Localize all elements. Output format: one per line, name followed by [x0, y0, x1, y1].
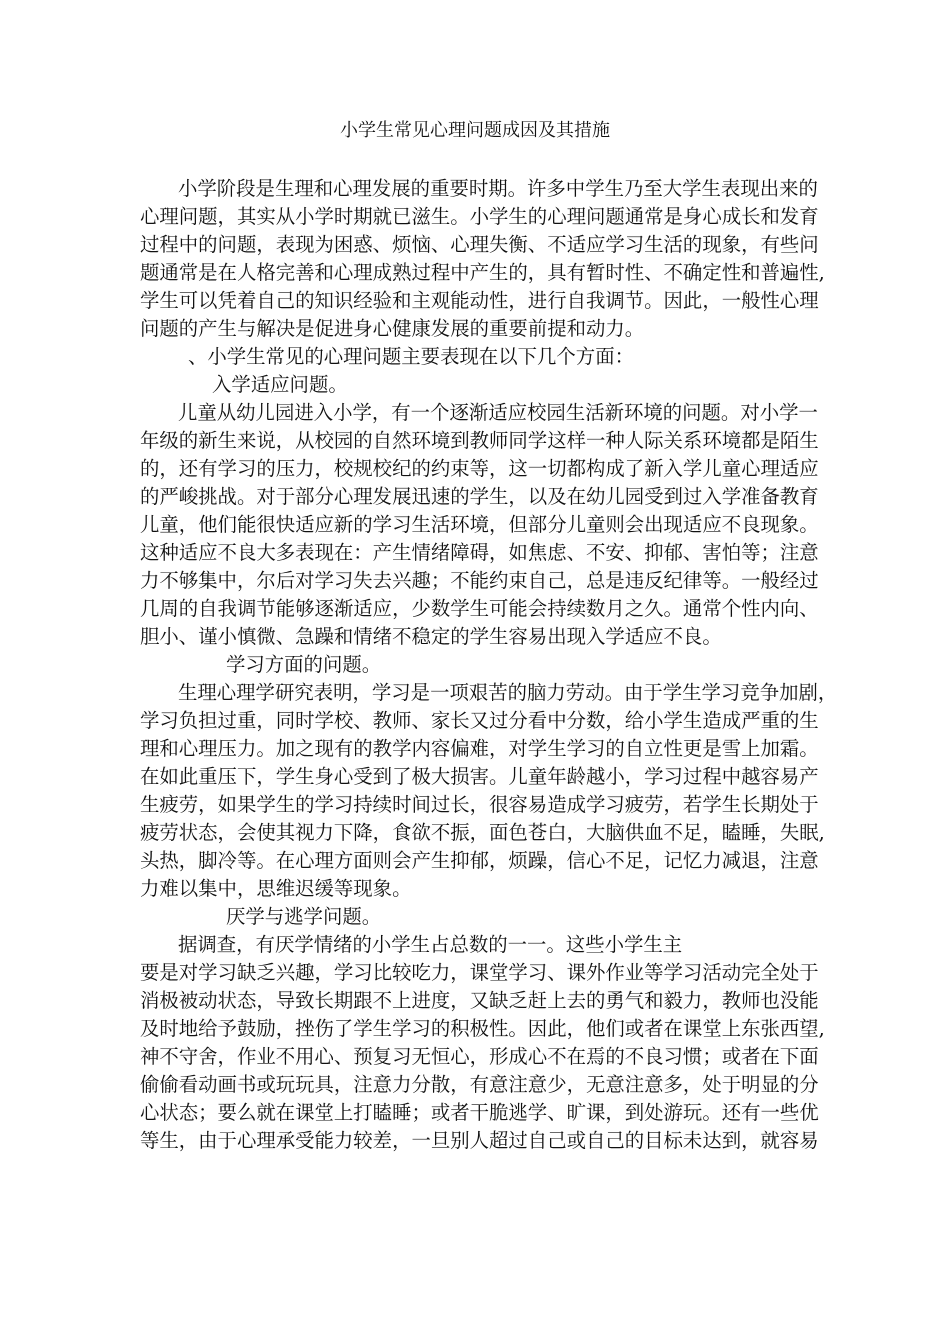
text-line: 学生可以凭着自己的知识经验和主观能动性，进行自我调节。因此，一般性心理 [140, 289, 819, 312]
text-line: 理和心理压力。加之现有的教学内容偏难，对学生学习的自立性更是雪上加霜。 [140, 737, 819, 760]
text-line: 心理问题，其实从小学时期就已滋生。小学生的心理问题通常是身心成长和发育 [140, 205, 819, 228]
text-line: 心状态；要么就在课堂上打瞌睡；或者干脆逃学、旷课，到处游玩。还有一些优 [140, 1101, 819, 1124]
text-line: 在如此重压下，学生身心受到了极大损害。儿童年龄越小，学习过程中越容易产 [140, 765, 819, 788]
text-line: 胆小、谨小慎微、急躁和情绪不稳定的学生容易出现入学适应不良。 [140, 625, 722, 648]
text-line: 要是对学习缺乏兴趣，学习比较吃力，课堂学习、课外作业等学习活动完全处于 [140, 961, 819, 984]
subsection-heading: 入学适应问题。 [212, 373, 348, 396]
text-line: 生疲劳，如果学生的学习持续时间过长，很容易造成学习疲劳，若学生长期处于 [140, 793, 819, 816]
text-line: 这种适应不良大多表现在：产生情绪障碍，如焦虑、不安、抑郁、害怕等；注意 [140, 541, 819, 564]
document-title: 小学生常见心理问题成因及其措施 [340, 120, 610, 141]
section-heading: 、小学生常见的心理问题主要表现在以下几个方面： [188, 345, 634, 368]
text-line: 等生，由于心理承受能力较差，一旦别人超过自己或自己的目标未达到，就容易 [140, 1129, 819, 1152]
text-line: 偷偷看动画书或玩玩具，注意力分散，有意注意少，无意注意多，处于明显的分 [140, 1073, 819, 1096]
text-line: 儿童从幼儿园进入小学，有一个逐渐适应校园生活新环境的问题。对小学一 [178, 401, 818, 424]
text-line: 据调查，有厌学情绪的小学生占总数的一一。这些小学生主 [178, 933, 683, 956]
text-line: 的严峻挑战。对于部分心理发展迅速的学生，以及在幼儿园受到过入学准备教育 [140, 485, 819, 508]
text-line: 及时地给予鼓励，挫伤了学生学习的积极性。因此，他们或者在课堂上东张西望, [140, 1017, 825, 1040]
text-line: 力难以集中，思维迟缓等现象。 [140, 877, 412, 900]
text-line: 力不够集中，尔后对学习失去兴趣；不能约束自己，总是违反纪律等。一般经过 [140, 569, 819, 592]
text-line: 头热，脚冷等。在心理方面则会产生抑郁，烦躁，信心不足，记忆力减退，注意 [140, 849, 819, 872]
text-line: 消极被动状态，导致长期跟不上进度，又缺乏赶上去的勇气和毅力，教师也没能 [140, 989, 819, 1012]
text-line: 的，还有学习的压力，校规校纪的约束等，这一切都构成了新入学儿童心理适应 [140, 457, 819, 480]
text-line: 小学阶段是生理和心理发展的重要时期。许多中学生乃至大学生表现出来的 [178, 177, 818, 200]
text-line: 过程中的问题，表现为困惑、烦恼、心理失衡、不适应学习生活的现象，有些问 [140, 233, 819, 256]
text-line: 神不守舍，作业不用心、预复习无恒心，形成心不在焉的不良习惯；或者在下面 [140, 1045, 819, 1068]
text-line: 生理心理学研究表明，学习是一项艰苦的脑力劳动。由于学生学习竞争加剧， [178, 681, 838, 704]
subsection-heading: 厌学与逃学问题。 [226, 905, 382, 928]
text-line: 儿童，他们能很快适应新的学习生活环境，但部分儿童则会出现适应不良现象。 [140, 513, 819, 536]
text-line: 几周的自我调节能够逐渐适应，少数学生可能会持续数月之久。通常个性内向、 [140, 597, 819, 620]
text-line: 疲劳状态，会使其视力下降，食欲不振，面色苍白，大脑供血不足，瞌睡，失眠, [140, 821, 825, 844]
text-line: 问题的产生与解决是促进身心健康发展的重要前提和动力。 [140, 317, 645, 340]
text-line: 题通常是在人格完善和心理成熟过程中产生的，具有暂时性、不确定性和普遍性, [140, 261, 825, 284]
subsection-heading: 学习方面的问题。 [226, 653, 382, 676]
text-line: 年级的新生来说，从校园的自然环境到教师同学这样一种人际关系环境都是陌生 [140, 429, 819, 452]
text-line: 学习负担过重，同时学校、教师、家长又过分看中分数，给小学生造成严重的生 [140, 709, 819, 732]
